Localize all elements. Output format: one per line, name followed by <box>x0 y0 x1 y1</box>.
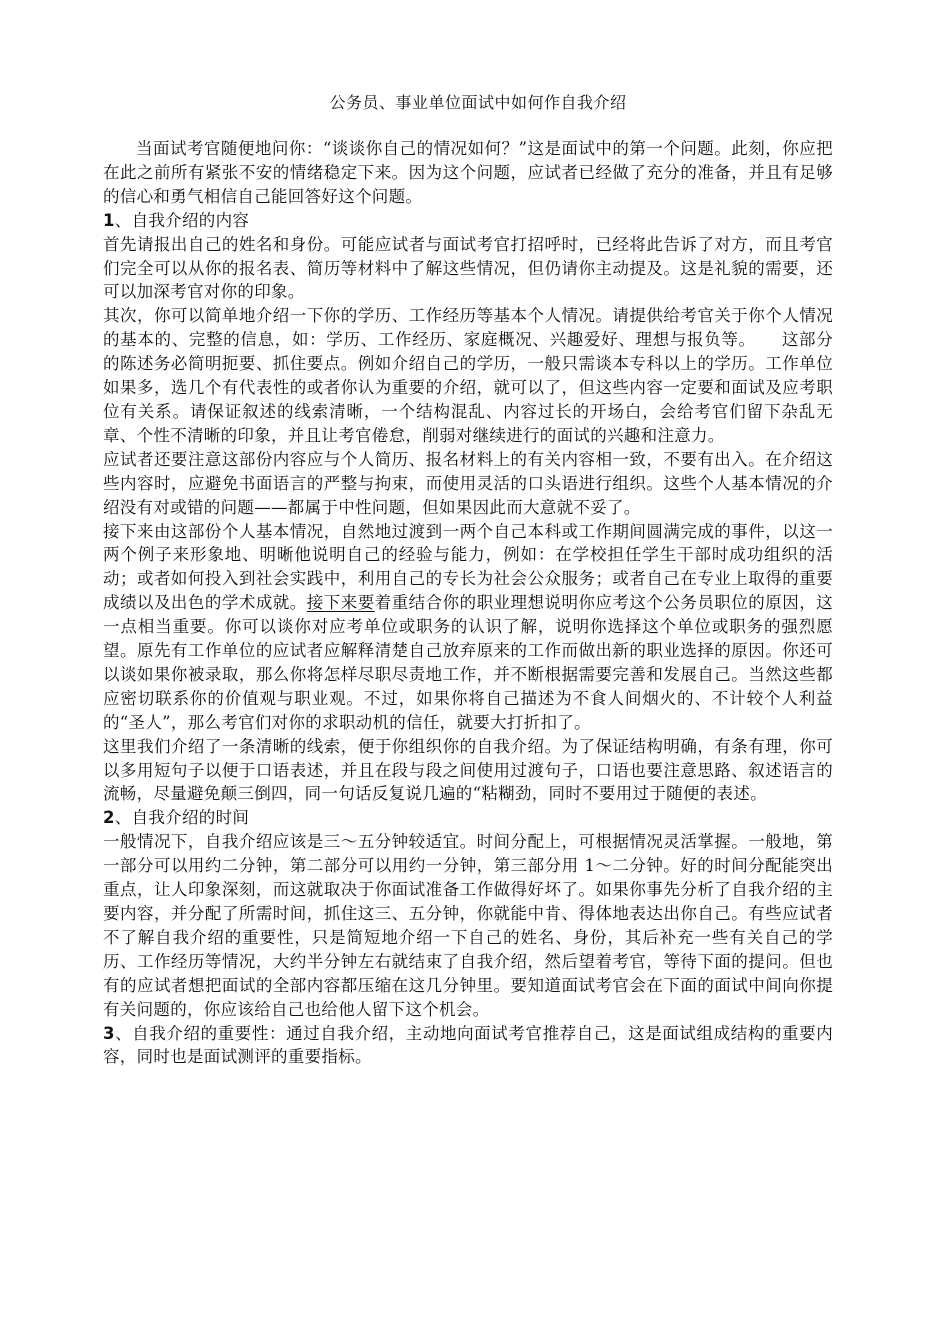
section-1-title: 、自我介绍的内容 <box>114 210 250 230</box>
section-1-paragraph-4 <box>103 520 833 735</box>
section-1-paragraph-4-part-b: 着重结合你的职业理想说明你应考这个公务员职位的原因，这一点相当重要。你可以谈你对应考单位或职务的认识了解，说明你选择这个单位或职务的强烈愿望。原先有工作单位的应试者应解释清楚自己放弃原来的工作而做出新的职业选择的原因。你还可以谈如果你被录取，那么你将怎样尽职尽责地工作，并不断根据需要完善和发展自己。当然这些都应密切联系你的价值观与职业观。不过，如果你将自己描述为不食人间烟火的、不计较个人利益的“圣人”，那么考官们对你的求职动机的信任，就要大打折扣了。 <box>103 593 833 732</box>
section-3-number: 3 <box>103 1023 115 1043</box>
section-2-heading <box>103 806 833 830</box>
section-1-paragraph-5: 这里我们介绍了一条清晰的线索，便于你组织你的自我介绍。为了保证结构明确，有条有理，你可以多用短句子以便于口语表述，并且在段与段之间使用过渡句子，口语也要注意思路、叙述语言的流畅，尽量避免颠三倒四，同一句话反复说几遍的“粘糊劲，同时不要用过于随便的表述。 <box>103 736 833 804</box>
section-2-title: 、自我介绍的时间 <box>114 808 250 828</box>
section-3-text: 、自我介绍的重要性：通过自我介绍，主动地向面试考官推荐自己，这是面试组成结构的重要内容，同时也是面试测评的重要指标。 <box>103 1023 833 1067</box>
section-1-paragraph-4-part-a: 接下来由这部份个人基本情况，自然地过渡到一两个自己本科或工作期间圆满完成的事件，以这一两个例子来形象地、明晰他说明自己的经验与能力，例如：在学校担任学生干部时成功组织的活动；或者如何投入到社会实践中，利用自己的专长为社会公众服务；或者自己在专业上取得的重要成绩以及出色的学术成就。 <box>103 521 833 613</box>
document-page <box>103 90 833 1069</box>
section-1-number: 1 <box>103 210 115 230</box>
intro-paragraph: 当面试考官随便地问你：“谈谈你自己的情况如何？”这是面试中的第一个问题。此刻，你应把在此之前所有紧张不安的情绪稳定下来。因为这个问题，应试者已经做了充分的准备，并且有足够的信心和勇气相信自己能回答好这个问题。 <box>103 139 833 206</box>
section-2-paragraph-1: 一般情况下，自我介绍应该是三～五分钟较适宜。时间分配上，可根据情况灵活掌握。一般地，第一部分可以用约二分钟，第二部分可以用约一分钟，第三部分用 1～二分钟。好的时间分配能突出重点，让人印象深刻，而这就取决于你面试准备工作做得好坏了。如果你事先分析了自我介绍的主要内容，并分配了所需时间，抓住这三、五分钟，你就能中肯、得体地表达出你自己。有些应试者不了解自我介绍的重要性，只是简短地介绍一下自己的姓名、身份，其后补充一些有关自己的学历、工作经历等情况，大约半分钟左右就结束了自我介绍，然后望着考官，等待下面的提问。但也有的应试者想把面试的全部内容都压缩在这几分钟里。要知道面试考官会在下面的面试中间向你提有关问题的，你应该给自己也给他人留下这个机会。 <box>103 832 833 1019</box>
section-1-paragraph-1: 首先请报出自己的姓名和身份。可能应试者与面试考官打招呼时，已经将此告诉了对方，而且考官们完全可以从你的报名表、简历等材料中了解这些情况，但仍请你主动提及。这是礼貌的需要，还可以加深考官对你的印象。 <box>103 234 833 302</box>
section-1-heading <box>103 209 833 233</box>
underlined-phrase: 接下来要 <box>306 593 375 613</box>
section-3-paragraph <box>103 1022 833 1070</box>
section-1-paragraph-2: 其次，你可以简单地介绍一下你的学历、工作经历等基本个人情况。请提供给考官关于你个人情况的基本的、完整的信息，如：学历、工作经历、家庭概况、兴趣爱好、理想与报负等。 这部分的陈述务必简明扼要、抓住要点。例如介绍自己的学历，一般只需谈本专科以上的学历。工作单位如果多，选几个有代表性的或者你认为重要的介绍，就可以了，但这些内容一定要和面试及应考职位有关系。请保证叙述的线索清晰，一个结构混乱、内容过长的开场白，会给考官们留下杂乱无章、个性不清晰的印象，并且让考官倦怠，削弱对继续进行的面试的兴趣和注意力。 <box>103 306 833 445</box>
section-1-paragraph-3: 应试者还要注意这部份内容应与个人简历、报名材料上的有关内容相一致，不要有出入。在介绍这些内容时，应避免书面语言的严整与拘束，而使用灵活的口头语进行组织。这些个人基本情况的介绍没有对或错的问题——都属于中性问题，但如果因此而大意就不妥了。 <box>103 449 833 517</box>
section-2-number: 2 <box>103 808 115 828</box>
document-title: 公务员、事业单位面试中如何作自我介绍 <box>329 93 627 112</box>
